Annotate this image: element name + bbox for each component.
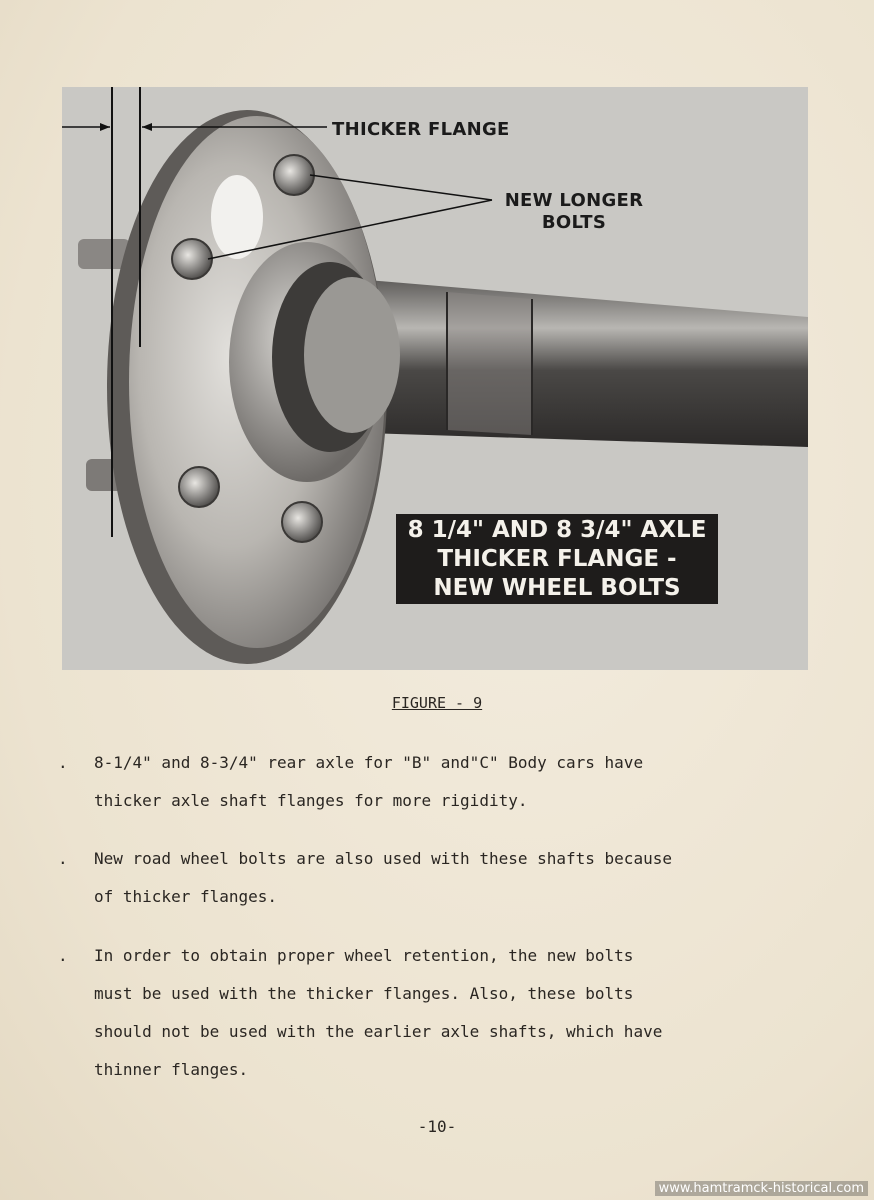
page-number: -10- xyxy=(417,1117,457,1136)
bullet-text: 8-1/4" and 8-3/4" rear axle for "B" and"C" Body cars have thicker axle shaft flanges for more rigidity. xyxy=(94,753,644,810)
axle-photo xyxy=(62,87,808,670)
bullet-marker: . xyxy=(58,753,68,772)
bullet-marker: . xyxy=(58,849,68,868)
caption-line-1: 8 1/4" AND 8 3/4" AXLE xyxy=(407,516,707,543)
photo-caption-box xyxy=(396,514,718,604)
bullet-text: New road wheel bolts are also used with these shafts because of thicker flanges. xyxy=(94,849,672,906)
figure-label-text: FIGURE - 9 xyxy=(391,694,483,712)
caption-line-2: THICKER FLANGE - xyxy=(437,545,677,572)
callout-line-2: BOLTS xyxy=(541,212,607,233)
watermark: www.hamtramck-historical.com xyxy=(655,1181,868,1196)
new-longer-bolts-callout xyxy=(494,190,654,234)
caption-line-3: NEW WHEEL BOLTS xyxy=(433,574,681,601)
figure-label xyxy=(0,694,874,712)
callout-line-1: NEW LONGER xyxy=(504,190,644,211)
bullet-marker: . xyxy=(58,946,68,965)
bullet-text: In order to obtain proper wheel retention, the new bolts must be used with the thicker flanges. Also, these bolts should not be used with the earlier axle shafts, which have thinner flanges. xyxy=(94,946,663,1079)
thicker-flange-callout: THICKER FLANGE xyxy=(332,119,510,140)
